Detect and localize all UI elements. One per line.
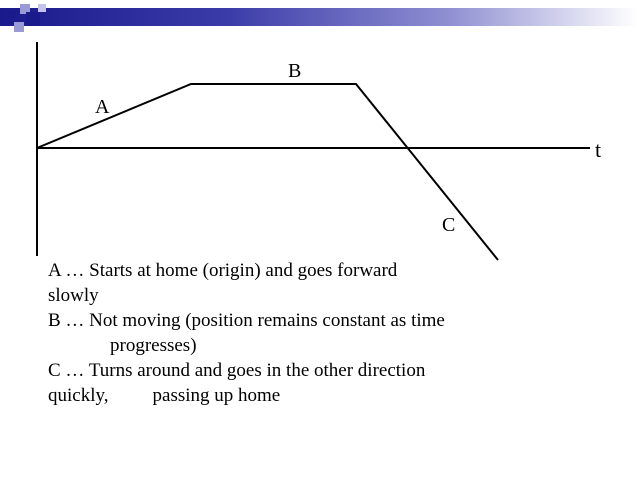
desc-line-6b: passing up home — [152, 385, 281, 406]
desc-line-6a: quickly, — [48, 385, 109, 406]
segment-a-label: A — [95, 96, 110, 118]
desc-line-2: slowly — [48, 285, 99, 306]
segment-b-label: B — [288, 60, 302, 82]
desc-line-1: A … Starts at home (origin) and goes forward — [48, 260, 398, 281]
segment-c-label: C — [442, 214, 456, 236]
desc-line-6 — [48, 383, 518, 408]
t-axis-label: t — [595, 137, 602, 162]
desc-line-3: B … Not moving (position remains constant as time — [48, 310, 445, 331]
desc-line-4: progresses) — [110, 335, 197, 356]
desc-line-5: C … Turns around and goes in the other direction — [48, 360, 426, 381]
segment-descriptions — [48, 258, 518, 408]
